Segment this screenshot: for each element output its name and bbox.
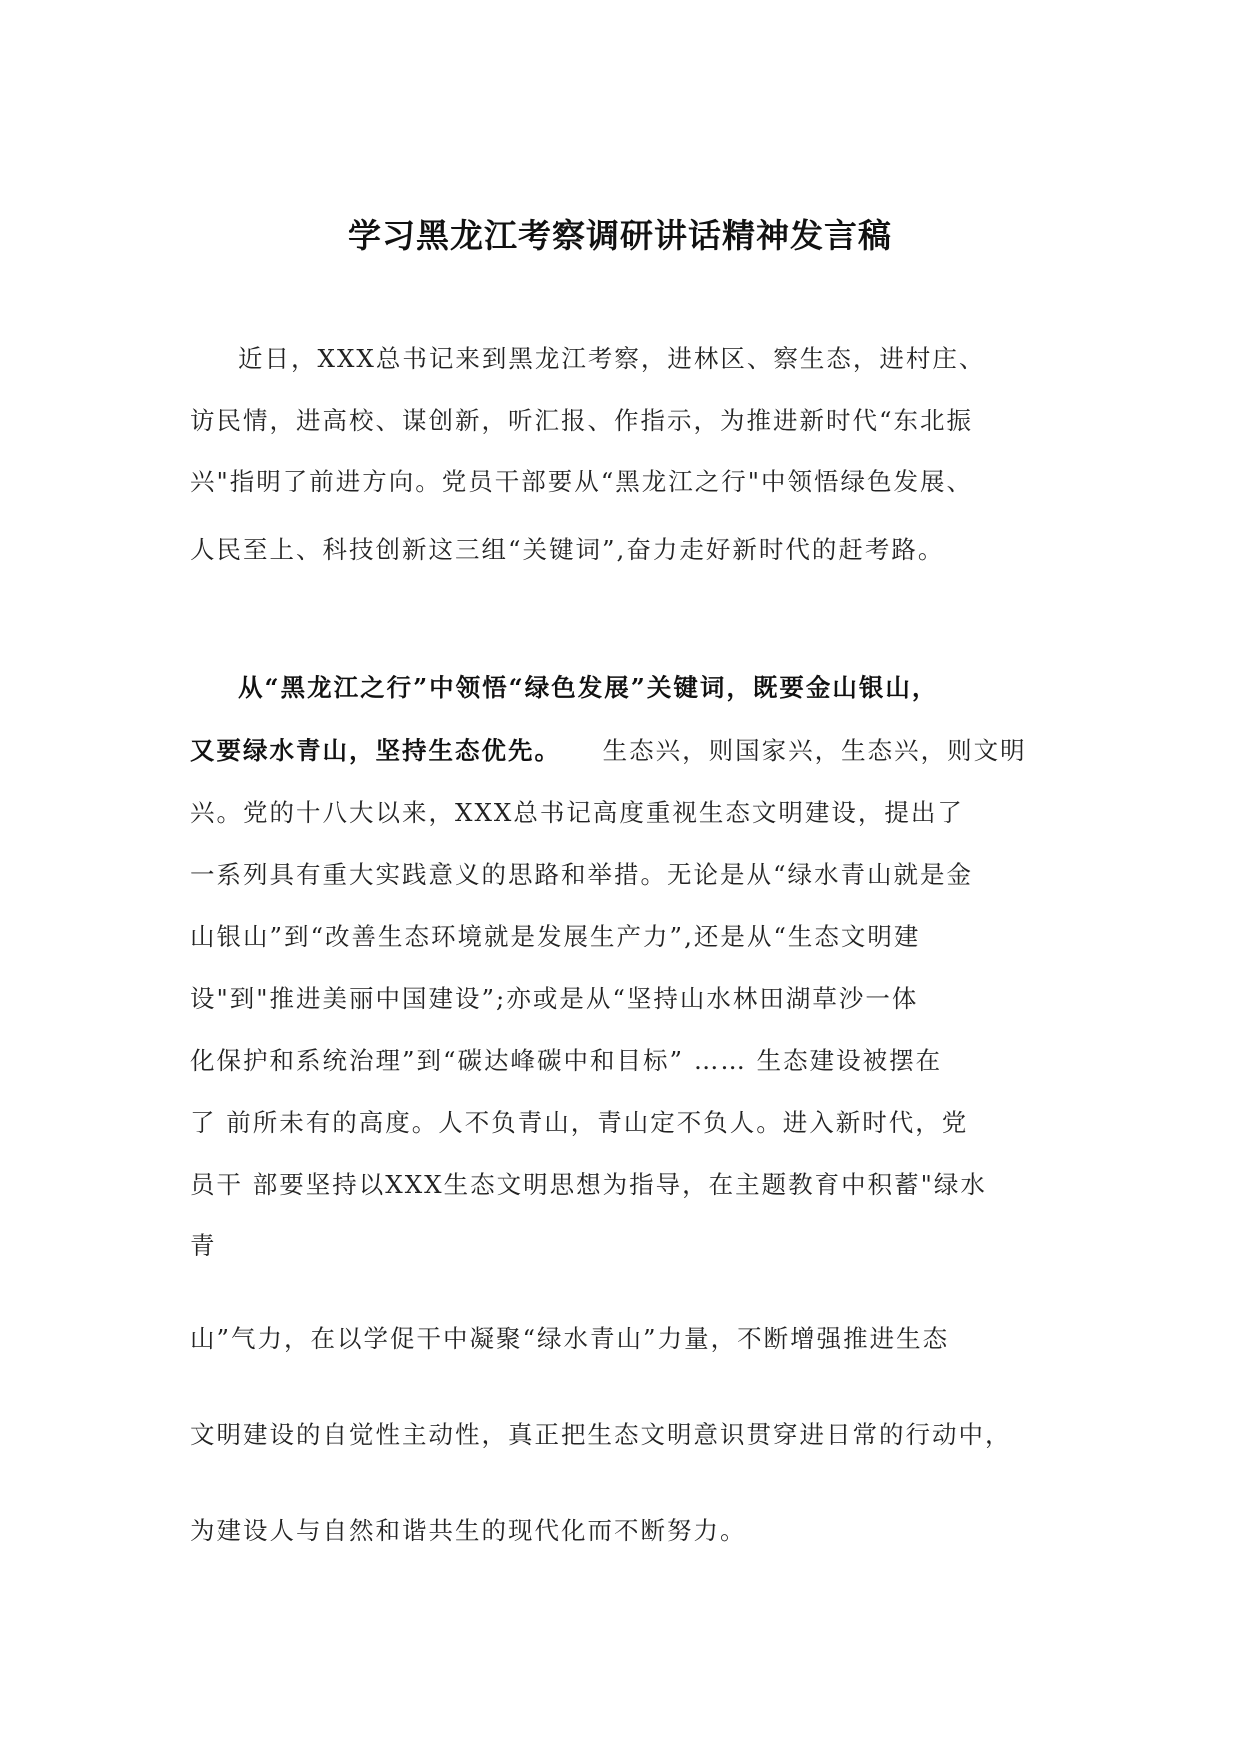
section-1-heading-line-2: 又要绿水青山，坚持生态优先。 <box>190 736 561 765</box>
section-1-line-9: 员干 部要坚持以XXX生态文明思想为指导，在主题教育中积蓄"绿水 <box>190 1170 987 1199</box>
section-1-line-2 <box>190 734 1070 768</box>
section-1-line-12: 文明建设的自觉性主动性，真正把生态文明意识贯穿进日常的行动中， <box>190 1420 1012 1449</box>
document-title: 学习黑龙江考察调研讲话精神发言稿 <box>348 216 892 255</box>
section-1-line-3: 兴。党的十八大以来，XXX总书记高度重视生态文明建设，提出了 <box>190 798 964 827</box>
section-1-line-13: 为建设人与自然和谐共生的现代化而不断努力。 <box>190 1516 747 1545</box>
section-1-line-11: 山”气力，在以学促干中凝聚“绿水青山”力量，不断增强推进生态 <box>190 1324 950 1353</box>
section-1-line-7: 化保护和系统治理”到“碳达峰碳中和目标” …… 生态建设被摆在 <box>190 1046 943 1075</box>
section-1-line-5: 山银山”到“改善生态环境就是发展生产力”,还是从“生态文明建 <box>190 922 921 951</box>
section-1-line-2-rest: 生态兴，则国家兴，生态兴，则文明 <box>602 736 1027 765</box>
intro-line-3: 兴"指明了前进方向。党员干部要从“黑龙江之行"中领悟绿色发展、 <box>190 467 974 496</box>
section-1-heading-line-1: 从“黑龙江之行”中领悟“绿色发展”关键词，既要金山银山， <box>238 673 939 702</box>
intro-line-1: 近日，XXX总书记来到黑龙江考察，进林区、察生态，进村庄、 <box>238 344 986 373</box>
section-1-line-8: 了 前所未有的高度。人不负青山，青山定不负人。进入新时代，党 <box>190 1108 969 1137</box>
intro-line-2: 访民情，进高校、谋创新，听汇报、作指示，为推进新时代“东北振 <box>190 406 974 435</box>
section-1-line-6: 设"到"推进美丽中国建设”;亦或是从“坚持山水林田湖草沙一体 <box>190 984 919 1013</box>
intro-line-4: 人民至上、科技创新这三组“关键词”,奋力走好新时代的赶考路。 <box>190 535 945 564</box>
section-1-line-10: 青 <box>190 1231 217 1260</box>
section-1-line-4: 一系列具有重大实践意义的思路和举措。无论是从“绿水青山就是金 <box>190 860 974 889</box>
